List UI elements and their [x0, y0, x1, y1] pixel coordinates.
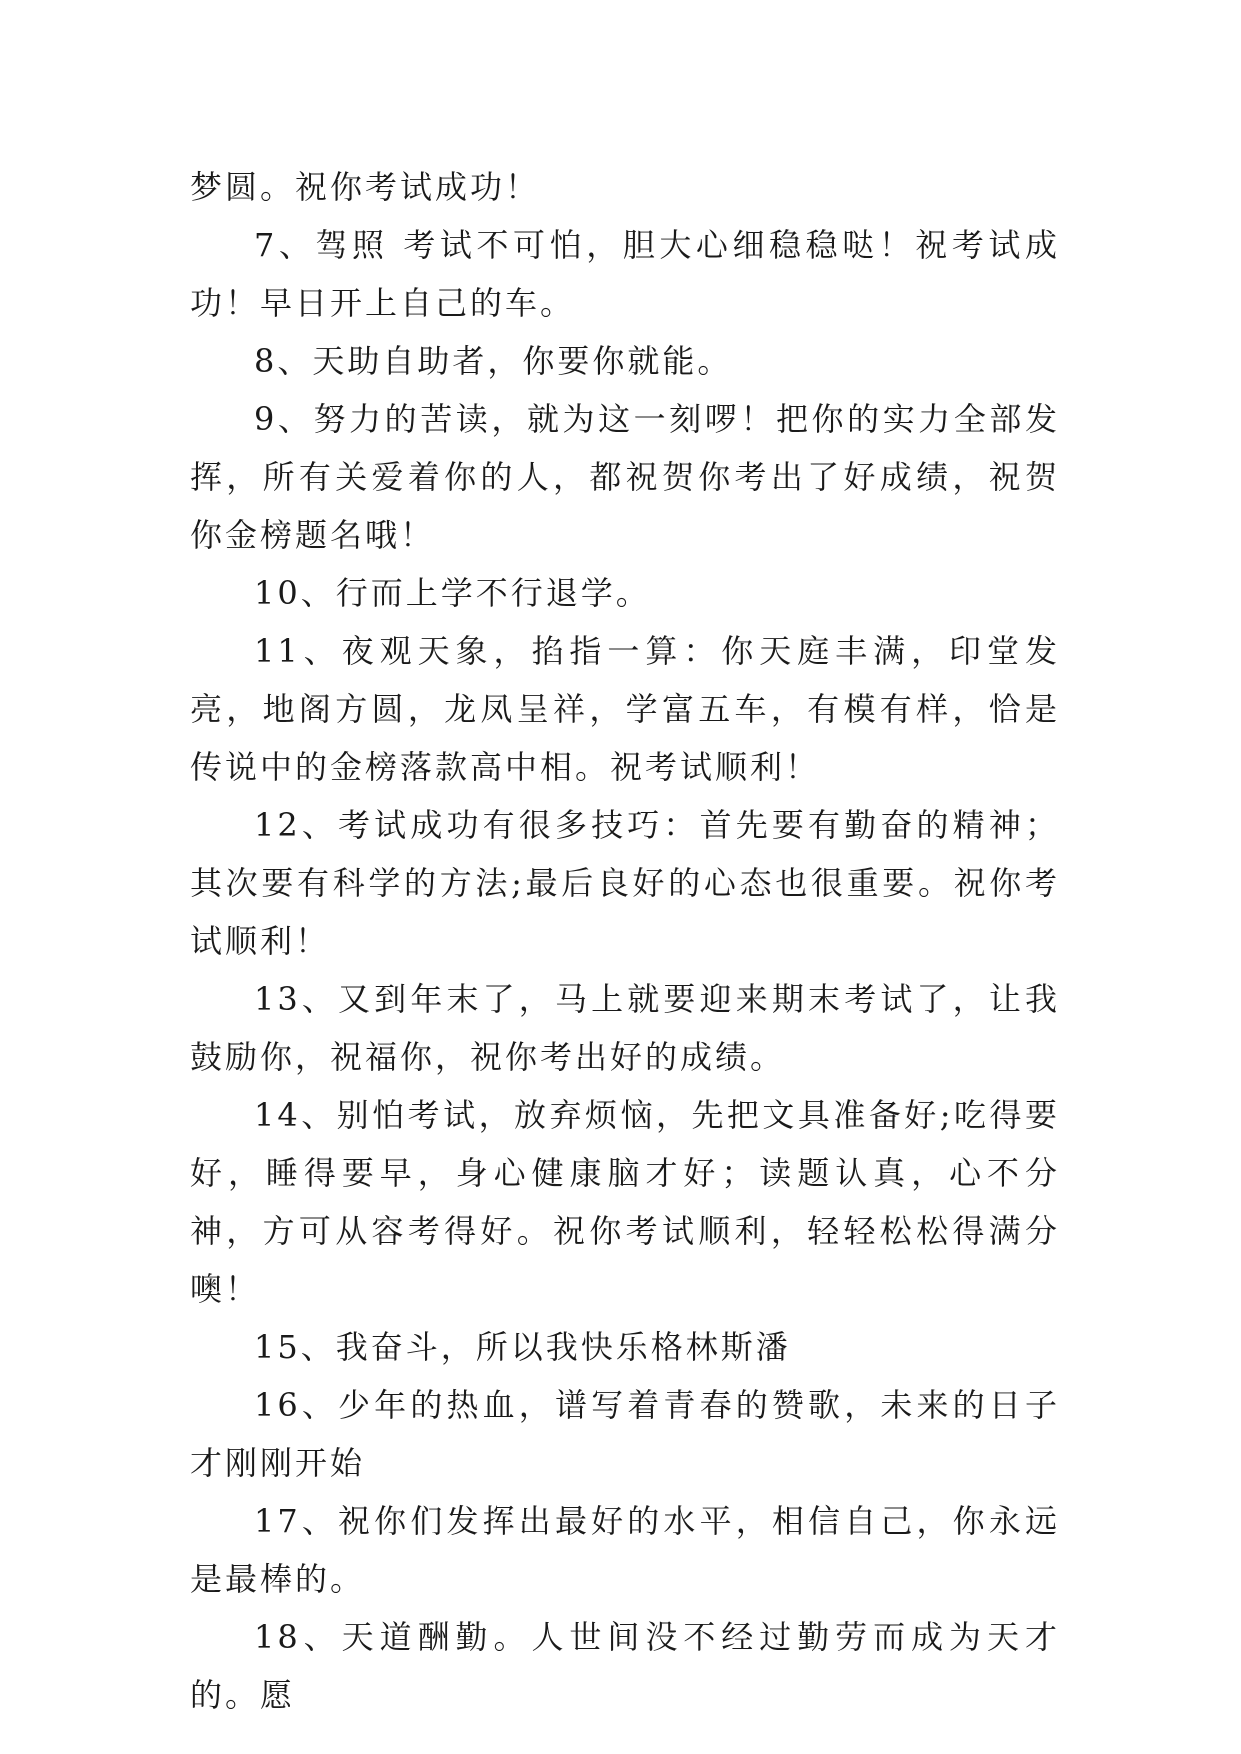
paragraph-17: 17、祝你们发挥出最好的水平，相信自己，你永远是最棒的。 — [190, 1502, 1060, 1598]
paragraph-18: 18、天道酬勤。人世间没不经过勤劳而成为天才的。愿 — [190, 1618, 1060, 1714]
paragraph-9: 9、努力的苦读，就为这一刻啰！把你的实力全部发挥，所有关爱着你的人，都祝贺你考出了好成绩，祝贺你金榜题名哦！ — [190, 400, 1060, 554]
paragraph-15: 15、我奋斗，所以我快乐格林斯潘 — [254, 1328, 791, 1366]
paragraph-0: 梦圆。祝你考试成功！ — [190, 168, 541, 206]
paragraph-10: 10、行而上学不行退学。 — [254, 574, 651, 612]
paragraph-11: 11、夜观天象，掐指一算：你天庭丰满，印堂发亮，地阁方圆，龙凤呈祥，学富五车，有模有样，恰是传说中的金榜落款高中相。祝考试顺利！ — [190, 632, 1060, 786]
paragraph-12: 12、考试成功有很多技巧：首先要有勤奋的精神；其次要有科学的方法;最后良好的心态也很重要。祝你考试顺利！ — [190, 806, 1060, 960]
paragraph-13: 13、又到年末了，马上就要迎来期末考试了，让我鼓励你，祝福你，祝你考出好的成绩。 — [190, 980, 1060, 1076]
document-body — [190, 158, 1060, 1724]
paragraph-14: 14、别怕考试，放弃烦恼，先把文具准备好;吃得要好，睡得要早，身心健康脑才好；读题认真，心不分神，方可从容考得好。祝你考试顺利，轻轻松松得满分噢！ — [190, 1096, 1060, 1308]
paragraph-8: 8、天助自助者，你要你就能。 — [254, 342, 733, 380]
paragraph-7: 7、驾照 考试不可怕，胆大心细稳稳哒！祝考试成功！早日开上自己的车。 — [190, 226, 1060, 322]
paragraph-16: 16、少年的热血，谱写着青春的赞歌，未来的日子才刚刚开始 — [190, 1386, 1060, 1482]
